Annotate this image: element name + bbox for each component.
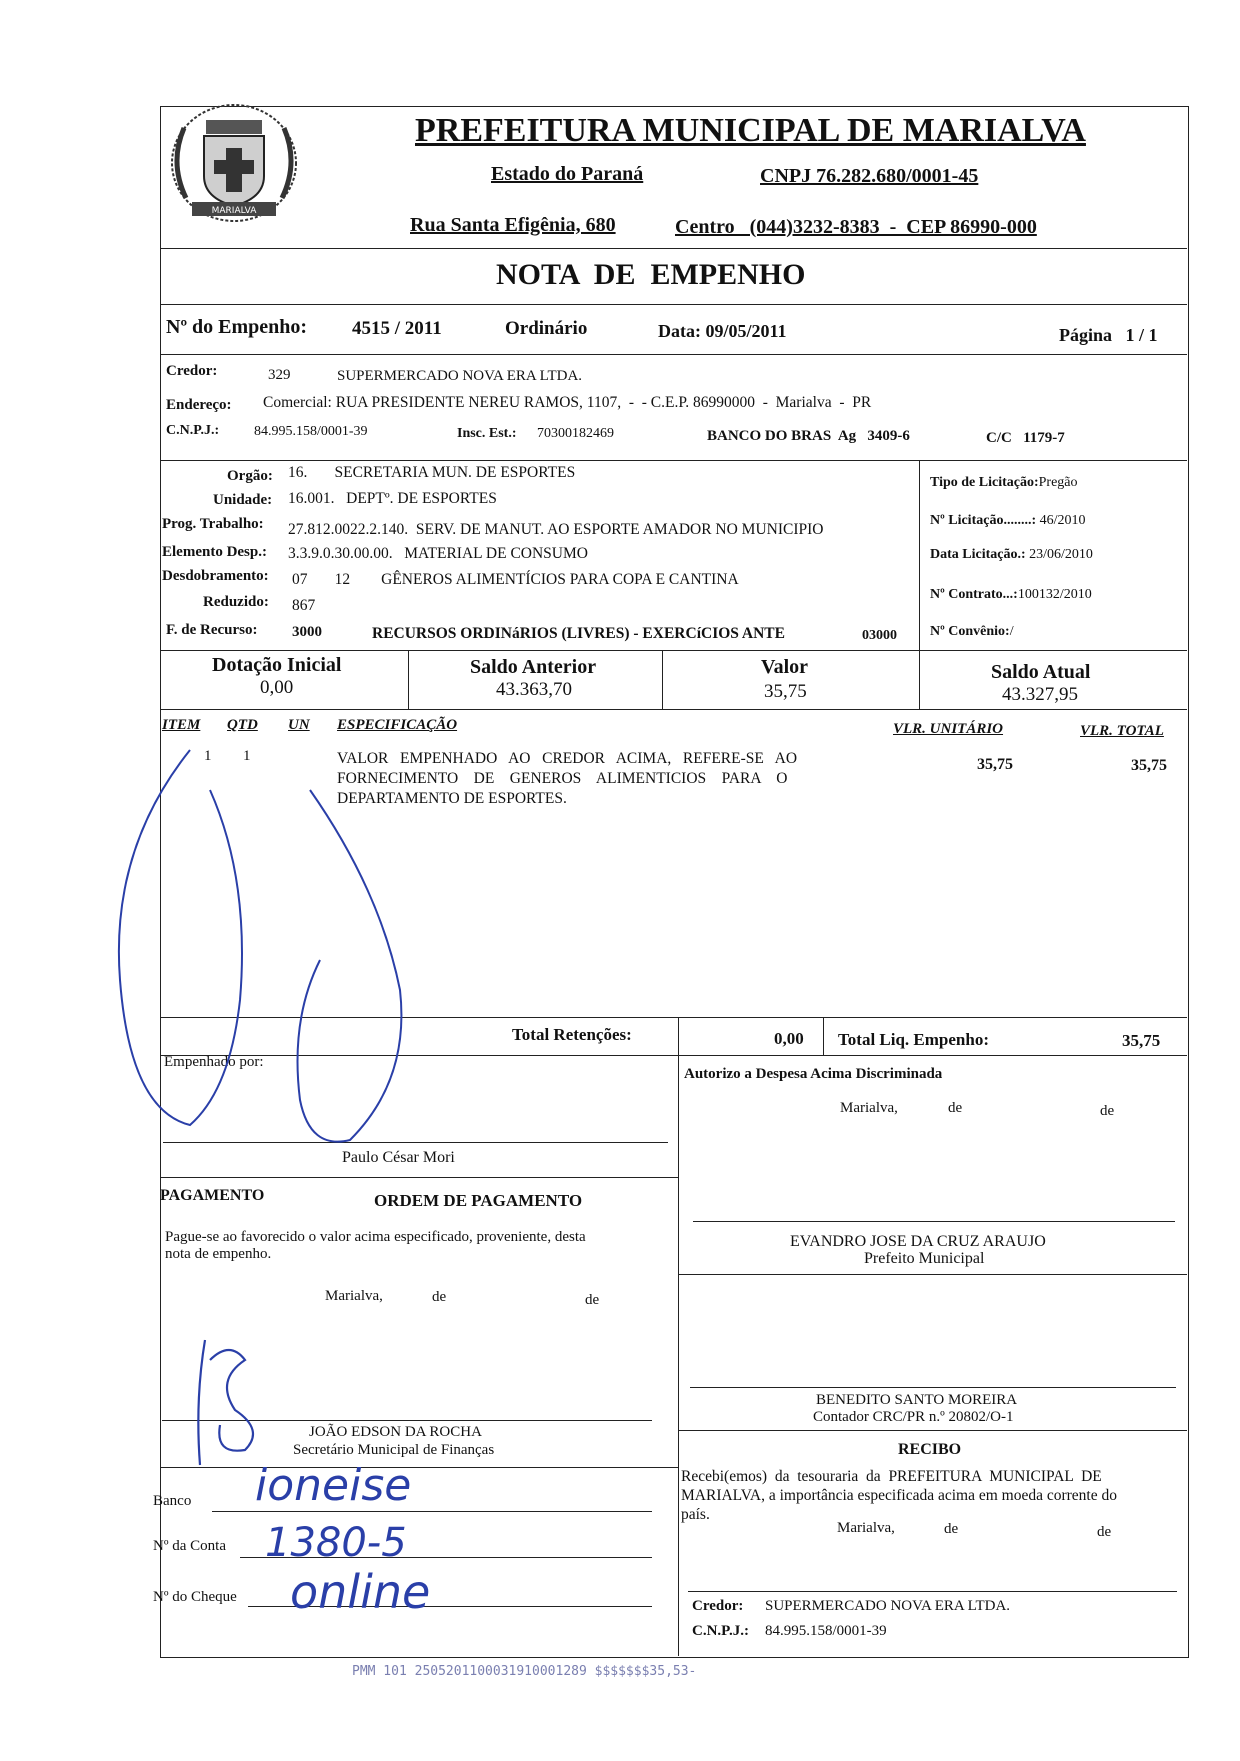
recibo-cnpj-value: 84.995.158/0001-39 <box>765 1623 887 1639</box>
data-licitacao-label: Data Licitação.: 23/06/2010 <box>930 547 1093 562</box>
recibo-date-de-2: de <box>1097 1524 1112 1540</box>
credor-name: SUPERMERCADO NOVA ERA LTDA. <box>337 368 583 384</box>
header-state: Estado do Paraná <box>491 163 644 185</box>
autorizo-date-de-2: de <box>1100 1103 1115 1119</box>
saldo-atual-label: Saldo Atual <box>991 661 1091 683</box>
unidade-value: 16.001. DEPTº. DE ESPORTES <box>288 490 497 507</box>
valor-label: Valor <box>761 656 809 678</box>
valor-value: 35,75 <box>764 681 807 702</box>
pagamento-label: PAGAMENTO <box>160 1187 265 1204</box>
header-un: UN <box>288 717 310 733</box>
header-spec: ESPECIFICAÇÃO <box>337 717 458 733</box>
header-contact: Centro (044)3232-8383 - CEP 86990-000 <box>675 216 1037 238</box>
crest-logo <box>164 98 304 228</box>
recibo-credor-label: Credor: <box>692 1598 744 1614</box>
row-spec-line-1: VALOR EMPENHADO AO CREDOR ACIMA, REFERE-SE AO <box>337 750 798 767</box>
total-retencoes-label: Total Retenções: <box>512 1025 632 1044</box>
tipo-licitacao-label: Tipo de Licitação:Pregão <box>930 475 1078 490</box>
contrato-label: Nº Contrato...:100132/2010 <box>930 587 1092 602</box>
row-item: 1 <box>204 748 212 764</box>
document-title: NOTA DE EMPENHO <box>496 258 806 291</box>
endereco-value: Comercial: RUA PRESIDENTE NEREU RAMOS, 1107, - - C.E.P. 86990000 - Marialva - PR <box>263 394 872 411</box>
banco-label: Banco <box>153 1493 192 1509</box>
cnpj-label: C.N.P.J.: <box>166 423 220 438</box>
crest-text: MARIALVA <box>211 206 257 216</box>
endereco-label: Endereço: <box>166 397 232 413</box>
prefeito-role: Prefeito Municipal <box>864 1250 985 1267</box>
insc-label: Insc. Est.: <box>457 426 517 441</box>
total-liq-label: Total Liq. Empenho: <box>838 1030 989 1049</box>
dotacao-label: Dotação Inicial <box>212 654 342 676</box>
total-retencoes-value: 0,00 <box>774 1029 804 1048</box>
autorizo-text: Autorizo a Despesa Acima Discriminada <box>684 1066 943 1082</box>
credor-label: Credor: <box>166 363 218 379</box>
secretario-role: Secretário Municipal de Finanças <box>293 1442 495 1458</box>
empenhado-name: Paulo César Mori <box>342 1149 455 1166</box>
recibo-text-2: MARIALVA, a importância especificada acima em moeda corrente do <box>681 1487 1117 1504</box>
reduzido-label: Reduzido: <box>203 594 269 610</box>
empenho-label: Nº do Empenho: <box>166 316 308 338</box>
empenho-date: Data: 09/05/2011 <box>658 321 787 341</box>
insc-value: 70300182469 <box>537 426 614 441</box>
orgao-value: 16. SECRETARIA MUN. DE ESPORTES <box>288 464 576 481</box>
recurso-description: RECURSOS ORDINáRIOS (LIVRES) - EXERCíCIOS ANTE <box>372 625 785 642</box>
handwritten-stroke-oval <box>100 730 430 1160</box>
row-spec-line-2: FORNECIMENTO DE GENEROS ALIMENTICIOS PARA O <box>337 770 788 787</box>
desdobramento-label: Desdobramento: <box>162 568 269 584</box>
recibo-date-place: Marialva, <box>837 1520 895 1536</box>
handwritten-conta: 1380-5 <box>265 1520 407 1566</box>
convenio-label: Nº Convênio:/ <box>930 624 1014 639</box>
desdobramento-value: 07 12 GÊNEROS ALIMENTÍCIOS PARA COPA E CANTINA <box>292 571 739 588</box>
header-title: PREFEITURA MUNICIPAL DE MARIALVA <box>415 112 1086 149</box>
elemento-value: 3.3.9.0.30.00.00. MATERIAL DE CONSUMO <box>288 545 588 562</box>
contrato-value: 100132/2010 <box>1017 587 1092 602</box>
recurso-label: F. de Recurso: <box>166 622 258 638</box>
empenho-number: 4515 / 2011 <box>352 318 442 339</box>
handwritten-banco: ioneise <box>255 1460 412 1511</box>
recibo-title: RECIBO <box>898 1441 962 1458</box>
convenio-value: / <box>1009 624 1014 639</box>
recurso-code-2: 03000 <box>862 628 897 643</box>
total-liq-value: 35,75 <box>1122 1031 1161 1050</box>
handwritten-cheque: online <box>290 1565 431 1619</box>
prog-value: 27.812.0022.2.140. SERV. DE MANUT. AO ESPORTE AMADOR NO MUNICIPIO <box>288 521 824 538</box>
cc-info: C/C 1179-7 <box>986 430 1065 446</box>
header-cnpj: CNPJ 76.282.680/0001-45 <box>760 165 979 187</box>
handwritten-initials-secretario <box>185 1330 285 1470</box>
cnpj-value: 84.995.158/0001-39 <box>254 424 368 439</box>
cheque-label: Nº do Cheque <box>153 1589 237 1605</box>
recibo-text-3: país. <box>681 1506 710 1523</box>
dotacao-value: 0,00 <box>260 677 294 698</box>
numero-licitacao-label: Nº Licitação........: 46/2010 <box>930 513 1086 528</box>
header-item: ITEM <box>162 717 201 733</box>
header-total-value: VLR. TOTAL <box>1080 723 1164 739</box>
pagamento-text-1: Pague-se ao favorecido o valor acima especificado, proveniente, desta <box>165 1229 586 1245</box>
row-qtd: 1 <box>243 748 251 764</box>
footer-code: PMM 101 2505201100031910001289 $$$$$$$35,53- <box>352 1664 697 1679</box>
recibo-text-1: Recebi(emos) da tesouraria da PREFEITURA MUNICIPAL DE <box>681 1468 1102 1485</box>
empenho-type: Ordinário <box>505 318 588 339</box>
elemento-label: Elemento Desp.: <box>162 544 267 560</box>
row-unit-value: 35,75 <box>977 756 1013 773</box>
recurso-code: 3000 <box>292 624 322 640</box>
prog-label: Prog. Trabalho: <box>162 516 264 532</box>
row-total-value: 35,75 <box>1131 757 1167 774</box>
contador-name: BENEDITO SANTO MOREIRA <box>816 1392 1018 1408</box>
saldo-anterior-value: 43.363,70 <box>496 679 572 700</box>
autorizo-date-de-1: de <box>948 1100 963 1116</box>
conta-label: Nº da Conta <box>153 1538 226 1554</box>
contador-role: Contador CRC/PR n.º 20802/O-1 <box>813 1409 1014 1425</box>
saldo-anterior-label: Saldo Anterior <box>470 656 597 678</box>
recibo-credor-value: SUPERMERCADO NOVA ERA LTDA. <box>765 1598 1011 1614</box>
page-number: Página 1 / 1 <box>1059 325 1158 345</box>
orgao-label: Orgão: <box>227 468 273 484</box>
saldo-atual-value: 43.327,95 <box>1002 684 1078 705</box>
header-street: Rua Santa Efigênia, 680 <box>410 214 616 236</box>
tipo-licitacao-value: Pregão <box>1038 475 1078 490</box>
bank-info: BANCO DO BRAS Ag 3409-6 <box>707 428 910 444</box>
row-spec-line-3: DEPARTAMENTO DE ESPORTES. <box>337 790 567 807</box>
autorizo-date-place: Marialva, <box>840 1100 898 1116</box>
reduzido-value: 867 <box>292 597 316 614</box>
recibo-date-de-1: de <box>944 1521 959 1537</box>
credor-code: 329 <box>268 367 291 383</box>
unidade-label: Unidade: <box>213 492 273 508</box>
header-unit-value: VLR. UNITÁRIO <box>893 721 1004 737</box>
pagamento-text-2: nota de empenho. <box>165 1246 272 1262</box>
empenhado-label: Empenhado por: <box>164 1054 264 1070</box>
prefeito-name: EVANDRO JOSE DA CRUZ ARAUJO <box>790 1233 1046 1250</box>
pagamento-date-de-1: de <box>432 1289 447 1305</box>
numero-licitacao-value: 46/2010 <box>1039 513 1086 528</box>
recibo-cnpj-label: C.N.P.J.: <box>692 1623 749 1639</box>
header-qtd: QTD <box>227 717 258 733</box>
data-licitacao-value: 23/06/2010 <box>1029 547 1093 562</box>
pagamento-date-de-2: de <box>585 1292 600 1308</box>
ordem-pagamento-title: ORDEM DE PAGAMENTO <box>374 1191 583 1210</box>
pagamento-date-place: Marialva, <box>325 1288 383 1304</box>
secretario-name: JOÃO EDSON DA ROCHA <box>309 1424 482 1440</box>
